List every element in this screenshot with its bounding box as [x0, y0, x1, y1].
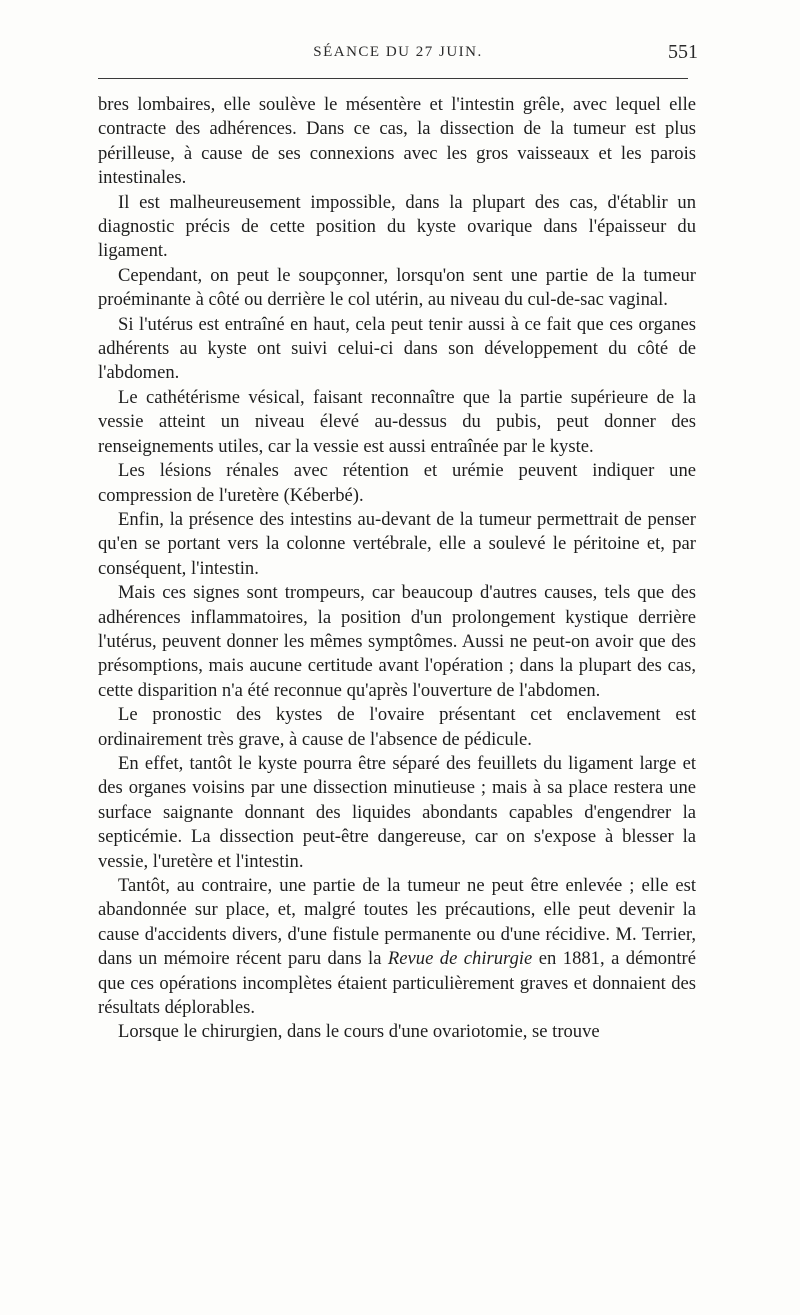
paragraph: Si l'utérus est entraîné en haut, cela peut tenir aussi à ce fait que ces organes adhérents au kyste ont suivi celui-ci dans son développement du côté de l'abdomen.: [98, 313, 696, 384]
paragraph: Mais ces signes sont trompeurs, car beaucoup d'autres causes, tels que des adhérences inflammatoires, la position d'un prolongement kystique derrière l'utérus, peuvent donner les mêmes symptômes. Aussi ne peut-on avoir que des présomptions, mais aucune certitude avant l'opération ; dans la plupart des cas, cette disparition n'a été reconnue qu'après l'ouverture de l'abdomen.: [98, 582, 696, 701]
paragraph: Le cathétérisme vésical, faisant reconnaître que la partie supérieure de la vessie atteint un niveau élevé au-dessus du pubis, peut donner des renseignements utiles, car la vessie est aussi entraînée par le kyste.: [98, 386, 696, 457]
paragraph: Cependant, on peut le soupçonner, lorsqu'on sent une partie de la tumeur proéminante à côté ou derrière le col utérin, au niveau du cul-de-sac vaginal.: [98, 264, 696, 311]
journal-title: Revue de chirurgie: [387, 948, 533, 970]
body-text: [98, 93, 696, 1045]
paragraph: Il est malheureusement impossible, dans la plupart des cas, d'établir un diagnostic précis de cette position du kyste ovarique dans l'épaisseur du ligament.: [98, 191, 696, 262]
paragraph: Lorsque le chirurgien, dans le cours d'une ovariotomie, se trouve: [118, 1021, 600, 1043]
running-head: [98, 41, 698, 70]
paragraph: bres lombaires, elle soulève le mésentère et l'intestin grêle, avec lequel elle contracte des adhérences. Dans ce cas, la dissection de la tumeur est plus périlleuse, à cause de ses connexions avec les gros vaisseaux et les parois intestinales.: [98, 94, 696, 189]
paragraph: En effet, tantôt le kyste pourra être séparé des feuillets du ligament large et des organes voisins par une dissection minutieuse ; mais à sa place restera une surface saignante donnant des liquides abondants capables d'engendrer la septicémie. La dissection peut-être dangereuse, car on s'expose à blesser la vessie, l'uretère et l'intestin.: [98, 752, 696, 872]
paragraph: Enfin, la présence des intestins au-devant de la tumeur permettrait de penser qu'en se portant vers la colonne vertébrale, elle a soulevé le péritoine et, par conséquent, l'intestin.: [98, 508, 696, 579]
header-rule: [98, 78, 688, 79]
paragraph: Les lésions rénales avec rétention et urémie peuvent indiquer une compression de l'uretère (Kéberbé).: [98, 460, 696, 506]
running-title: SÉANCE DU 27 JUIN.: [313, 44, 483, 60]
page-number: 551: [668, 41, 698, 63]
paragraph: Le pronostic des kystes de l'ovaire présentant cet enclavement est ordinairement très grave, à cause de l'absence de pédicule.: [98, 704, 696, 750]
paragraph: [98, 874, 696, 1020]
paragraph-text: Tantôt, au contraire, une partie de la tumeur ne peut être enlevée ; elle est abandonnée sur place, et, malgré toutes les précautions, elle peut devenir la cause d'accidents divers, d'une fistule permanente ou d'une récidive. M. Terrier, dans un mémoire récent paru dans la: [98, 875, 696, 970]
paragraph-text: en 1881, a démontré que ces opérations incomplètes étaient particulièrement graves et donnaient des résultats déplorables.: [98, 948, 696, 1019]
